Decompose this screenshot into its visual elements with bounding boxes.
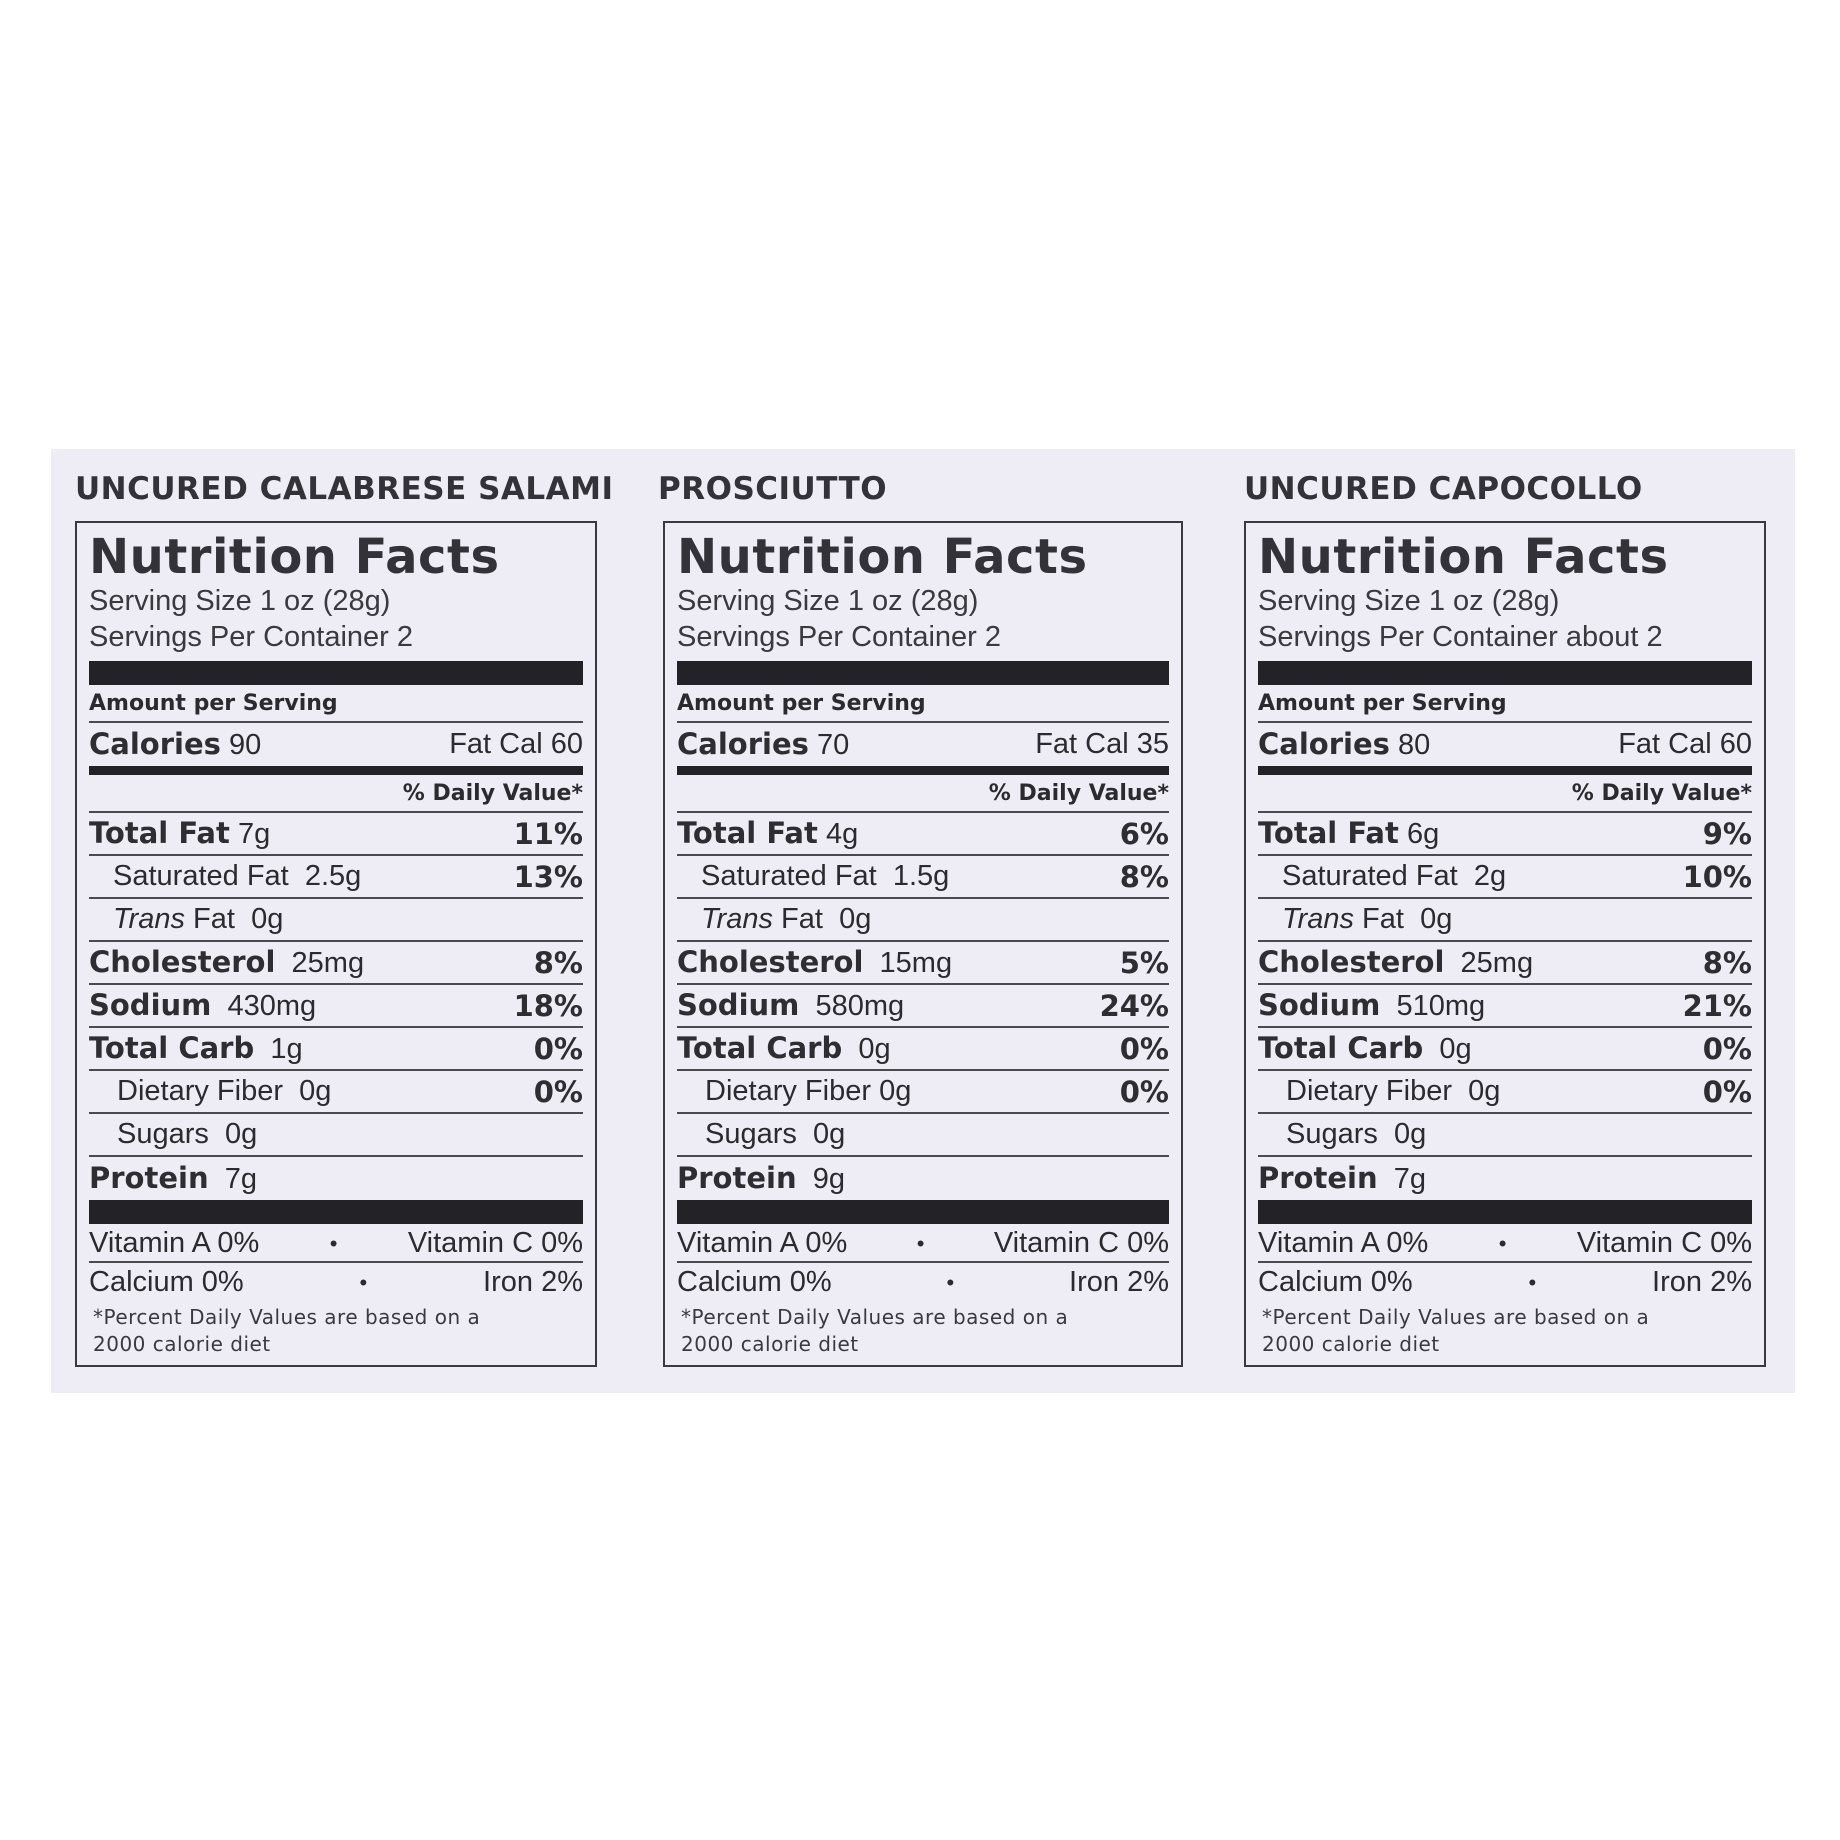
total-fat-value: 7g	[237, 818, 271, 850]
trans-fat-row	[677, 899, 1169, 942]
vitamin-c: Vitamin C 0%	[407, 1227, 583, 1259]
dietary-fiber-row	[89, 1071, 583, 1114]
calories-row	[1258, 723, 1752, 766]
minerals-row	[1258, 1263, 1752, 1302]
dietary-fiber-label: Dietary Fiber	[117, 1075, 283, 1107]
cholesterol-value: 25mg	[291, 947, 365, 979]
fat-calories: Fat Cal 60	[1618, 728, 1752, 760]
vitamin-a: Vitamin A 0%	[89, 1227, 260, 1259]
dietary-fiber-value: 0g	[879, 1075, 912, 1107]
thick-divider	[677, 661, 1169, 685]
sodium-label: Sodium	[677, 988, 800, 1022]
calcium: Calcium 0%	[677, 1266, 832, 1298]
sodium-dv: 21%	[1682, 988, 1752, 1023]
calories-row	[677, 723, 1169, 766]
vitamin-a: Vitamin A 0%	[677, 1227, 848, 1259]
servings-per-container: Servings Per Container 2	[677, 621, 1001, 653]
total-carb-row	[677, 1028, 1169, 1071]
fat-calories: Fat Cal 35	[1035, 728, 1169, 760]
protein-row	[677, 1157, 1169, 1200]
serving-size: Serving Size 1 oz (28g)	[89, 585, 391, 617]
bullet: •	[329, 1231, 338, 1256]
total-carb-label: Total Carb	[89, 1031, 255, 1065]
nutrition-label	[1244, 521, 1766, 1367]
total-carb-row	[1258, 1028, 1752, 1071]
cholesterol-row	[1258, 942, 1752, 985]
protein-row	[89, 1157, 583, 1200]
cholesterol-row	[677, 942, 1169, 985]
total-fat-dv: 9%	[1702, 816, 1752, 851]
bullet: •	[946, 1270, 955, 1295]
daily-value-header: % Daily Value*	[89, 775, 583, 813]
saturated-fat-dv: 10%	[1682, 859, 1752, 894]
total-fat-label: Total Fat	[677, 816, 818, 850]
product-name: UNCURED CALABRESE SALAMI	[75, 471, 614, 507]
thick-divider	[1258, 1200, 1752, 1224]
daily-value-header: % Daily Value*	[1258, 775, 1752, 813]
dietary-fiber-dv: 0%	[533, 1074, 583, 1109]
cholesterol-label: Cholesterol	[677, 945, 864, 979]
sugars-label: Sugars	[705, 1118, 797, 1150]
total-fat-value: 6g	[1406, 818, 1440, 850]
protein-value: 7g	[1393, 1163, 1426, 1195]
vitamins-row	[89, 1224, 583, 1263]
calories-label: Calories	[89, 727, 221, 761]
protein-label: Protein	[677, 1161, 797, 1195]
trans-fat-row	[89, 899, 583, 942]
saturated-fat-label: Saturated Fat	[1282, 860, 1458, 892]
servings-per-container: Servings Per Container about 2	[1258, 621, 1663, 653]
cholesterol-row	[89, 942, 583, 985]
trans-label: Trans	[113, 903, 185, 935]
protein-label: Protein	[1258, 1161, 1378, 1195]
dietary-fiber-label: Dietary Fiber	[705, 1075, 871, 1107]
total-carb-value: 1g	[270, 1033, 303, 1065]
amount-per-serving: Amount per Serving	[89, 685, 583, 723]
dietary-fiber-dv: 0%	[1702, 1074, 1752, 1109]
footnote-line-2: 2000 calorie diet	[1262, 1332, 1440, 1356]
trans-label: Trans	[1282, 903, 1354, 935]
total-carb-row	[89, 1028, 583, 1071]
trans-fat-value: 0g	[251, 903, 284, 935]
calories-label: Calories	[677, 727, 809, 761]
bullet: •	[1498, 1231, 1507, 1256]
sodium-value: 510mg	[1396, 990, 1486, 1022]
sugars-row	[1258, 1114, 1752, 1157]
sodium-label: Sodium	[1258, 988, 1381, 1022]
calcium: Calcium 0%	[1258, 1266, 1413, 1298]
product-name: PROSCIUTTO	[658, 471, 888, 507]
amount-per-serving: Amount per Serving	[677, 685, 1169, 723]
cholesterol-dv: 8%	[533, 945, 583, 980]
saturated-fat-label: Saturated Fat	[113, 860, 289, 892]
saturated-fat-label: Saturated Fat	[701, 860, 877, 892]
nutrition-facts-title: Nutrition Facts	[1258, 529, 1669, 585]
thick-divider	[677, 1200, 1169, 1224]
nutrition-label	[75, 521, 597, 1367]
calories-value: 70	[816, 729, 850, 761]
cholesterol-label: Cholesterol	[1258, 945, 1445, 979]
cholesterol-label: Cholesterol	[89, 945, 276, 979]
minerals-row	[89, 1263, 583, 1302]
bullet: •	[916, 1231, 925, 1256]
saturated-fat-dv: 13%	[513, 859, 583, 894]
protein-value: 9g	[812, 1163, 845, 1195]
total-carb-dv: 0%	[1702, 1031, 1752, 1066]
thick-divider	[89, 661, 583, 685]
sugars-value: 0g	[1394, 1118, 1427, 1150]
cholesterol-dv: 5%	[1119, 945, 1169, 980]
total-fat-row	[1258, 813, 1752, 856]
total-fat-dv: 6%	[1119, 816, 1169, 851]
sodium-row	[677, 985, 1169, 1028]
trans-fat-value: 0g	[839, 903, 872, 935]
cholesterol-dv: 8%	[1702, 945, 1752, 980]
footnote-line-1: *Percent Daily Values are based on a	[93, 1305, 481, 1329]
product-name: UNCURED CAPOCOLLO	[1244, 471, 1643, 507]
dietary-fiber-row	[1258, 1071, 1752, 1114]
sodium-dv: 18%	[513, 988, 583, 1023]
dietary-fiber-value: 0g	[299, 1075, 332, 1107]
daily-value-header: % Daily Value*	[677, 775, 1169, 813]
total-fat-value: 4g	[825, 818, 859, 850]
total-fat-row	[89, 813, 583, 856]
footnote-line-1: *Percent Daily Values are based on a	[681, 1305, 1069, 1329]
total-carb-dv: 0%	[533, 1031, 583, 1066]
thick-divider	[89, 1200, 583, 1224]
trans-fat-value: 0g	[1420, 903, 1453, 935]
medium-divider	[1258, 766, 1752, 775]
medium-divider	[677, 766, 1169, 775]
nutrition-facts-title: Nutrition Facts	[89, 529, 500, 585]
protein-value: 7g	[224, 1163, 257, 1195]
vitamin-c: Vitamin C 0%	[1576, 1227, 1752, 1259]
serving-size: Serving Size 1 oz (28g)	[1258, 585, 1560, 617]
sugars-label: Sugars	[117, 1118, 209, 1150]
footnote-line-2: 2000 calorie diet	[681, 1332, 859, 1356]
calcium: Calcium 0%	[89, 1266, 244, 1298]
sodium-row	[89, 985, 583, 1028]
iron: Iron 2%	[483, 1266, 583, 1298]
dietary-fiber-value: 0g	[1468, 1075, 1501, 1107]
sodium-value: 430mg	[227, 990, 317, 1022]
footnote-line-2: 2000 calorie diet	[93, 1332, 271, 1356]
nutrition-facts-title: Nutrition Facts	[677, 529, 1088, 585]
total-carb-dv: 0%	[1119, 1031, 1169, 1066]
saturated-fat-row	[89, 856, 583, 899]
total-fat-label: Total Fat	[1258, 816, 1399, 850]
calories-value: 80	[1397, 729, 1431, 761]
cholesterol-value: 15mg	[879, 947, 953, 979]
calories-value: 90	[228, 729, 262, 761]
servings-per-container: Servings Per Container 2	[89, 621, 413, 653]
trans-label: Trans	[701, 903, 773, 935]
sugars-value: 0g	[225, 1118, 258, 1150]
trans-fat-label: Fat	[1362, 903, 1404, 935]
amount-per-serving: Amount per Serving	[1258, 685, 1752, 723]
calories-row	[89, 723, 583, 766]
vitamin-c: Vitamin C 0%	[993, 1227, 1169, 1259]
vitamin-a: Vitamin A 0%	[1258, 1227, 1429, 1259]
nutrition-label	[663, 521, 1183, 1367]
iron: Iron 2%	[1069, 1266, 1169, 1298]
saturated-fat-value: 2.5g	[304, 860, 362, 892]
saturated-fat-row	[1258, 856, 1752, 899]
cholesterol-value: 25mg	[1460, 947, 1534, 979]
sugars-label: Sugars	[1286, 1118, 1378, 1150]
calories-label: Calories	[1258, 727, 1390, 761]
thick-divider	[1258, 661, 1752, 685]
total-carb-value: 0g	[1439, 1033, 1472, 1065]
total-carb-value: 0g	[858, 1033, 891, 1065]
saturated-fat-value: 1.5g	[892, 860, 950, 892]
nutrition-sheet	[51, 449, 1795, 1393]
bullet: •	[1528, 1270, 1537, 1295]
total-fat-row	[677, 813, 1169, 856]
fat-calories: Fat Cal 60	[449, 728, 583, 760]
dietary-fiber-dv: 0%	[1119, 1074, 1169, 1109]
protein-row	[1258, 1157, 1752, 1200]
sugars-value: 0g	[813, 1118, 846, 1150]
saturated-fat-value: 2g	[1473, 860, 1507, 892]
medium-divider	[89, 766, 583, 775]
sodium-dv: 24%	[1099, 988, 1169, 1023]
iron: Iron 2%	[1652, 1266, 1752, 1298]
footnote-line-1: *Percent Daily Values are based on a	[1262, 1305, 1650, 1329]
saturated-fat-row	[677, 856, 1169, 899]
total-carb-label: Total Carb	[1258, 1031, 1424, 1065]
trans-fat-label: Fat	[781, 903, 823, 935]
trans-fat-label: Fat	[193, 903, 235, 935]
bullet: •	[359, 1270, 368, 1295]
sodium-row	[1258, 985, 1752, 1028]
trans-fat-row	[1258, 899, 1752, 942]
protein-label: Protein	[89, 1161, 209, 1195]
serving-size: Serving Size 1 oz (28g)	[677, 585, 979, 617]
total-fat-dv: 11%	[513, 816, 583, 851]
dietary-fiber-label: Dietary Fiber	[1286, 1075, 1452, 1107]
sodium-label: Sodium	[89, 988, 212, 1022]
minerals-row	[677, 1263, 1169, 1302]
vitamins-row	[1258, 1224, 1752, 1263]
total-carb-label: Total Carb	[677, 1031, 843, 1065]
saturated-fat-dv: 8%	[1119, 859, 1169, 894]
sodium-value: 580mg	[815, 990, 905, 1022]
sugars-row	[89, 1114, 583, 1157]
total-fat-label: Total Fat	[89, 816, 230, 850]
dietary-fiber-row	[677, 1071, 1169, 1114]
sugars-row	[677, 1114, 1169, 1157]
vitamins-row	[677, 1224, 1169, 1263]
